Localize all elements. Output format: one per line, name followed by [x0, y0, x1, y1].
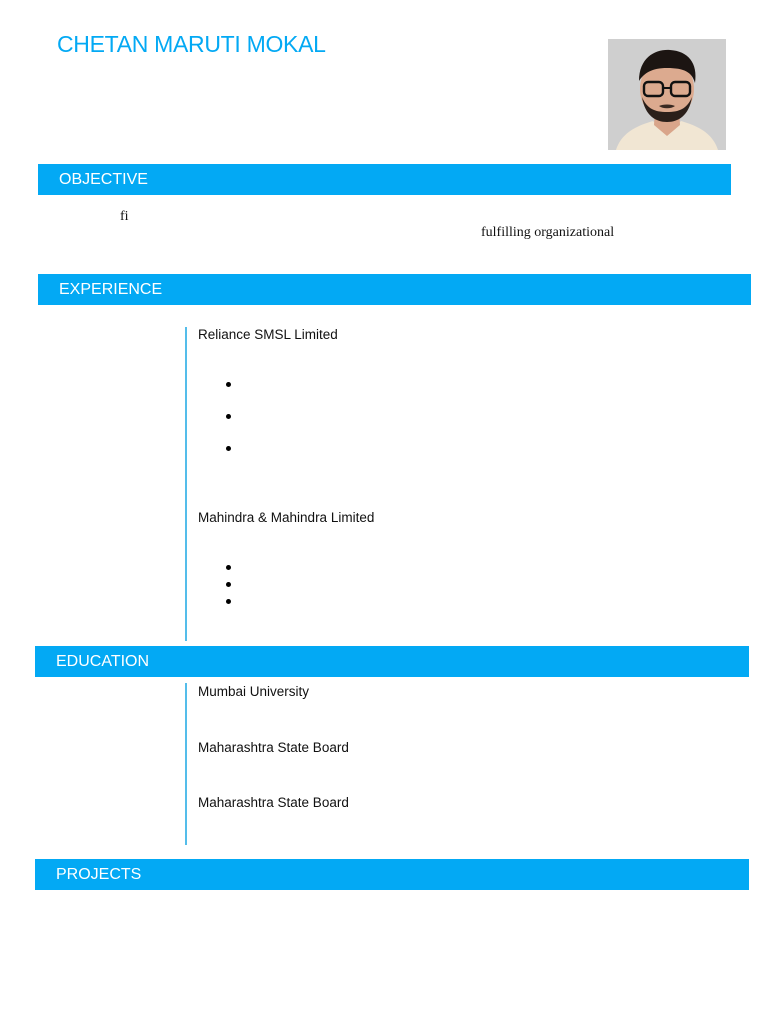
bullet-dot [226, 382, 231, 387]
education-institution: Maharashtra State Board [198, 795, 349, 810]
bullet-dot [226, 414, 231, 419]
objective-text-fragment: fi [120, 209, 129, 224]
candidate-name: CHETAN MARUTI MOKAL [57, 31, 326, 57]
bullet-dot [226, 565, 231, 570]
objective-text-fragment: fulfilling organizational [481, 225, 615, 240]
experience-company: Reliance SMSL Limited [198, 327, 338, 342]
bullet-dot [226, 582, 231, 587]
experience-timeline-line [185, 327, 187, 641]
profile-photo-icon [608, 39, 726, 150]
projects-heading: PROJECTS [35, 859, 749, 890]
education-timeline-line [185, 683, 187, 845]
education-institution: Maharashtra State Board [198, 740, 349, 755]
profile-photo [608, 39, 726, 150]
bullet-dot [226, 599, 231, 604]
education-heading: EDUCATION [35, 646, 749, 677]
objective-heading: OBJECTIVE [38, 164, 731, 195]
bullet-dot [226, 446, 231, 451]
education-institution: Mumbai University [198, 684, 310, 699]
experience-company: Mahindra & Mahindra Limited [198, 510, 375, 525]
experience-heading: EXPERIENCE [38, 274, 751, 305]
